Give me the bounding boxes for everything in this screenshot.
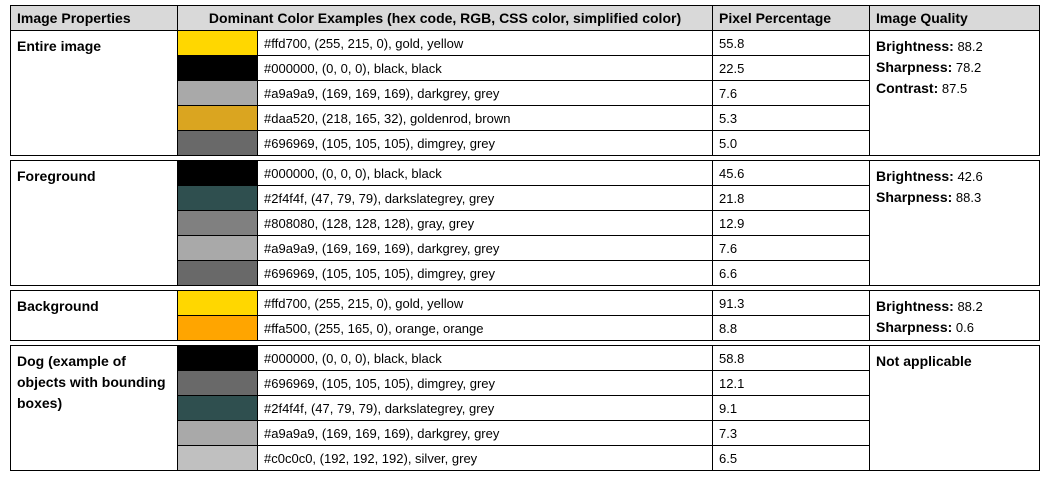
- color-description: #696969, (105, 105, 105), dimgrey, grey: [258, 371, 713, 396]
- color-swatch: [178, 446, 257, 470]
- color-swatch: [178, 81, 257, 105]
- header-pixel-percentage: Pixel Percentage: [713, 6, 870, 31]
- color-swatch-cell: [178, 371, 258, 396]
- color-swatch-cell: [178, 161, 258, 186]
- pixel-percentage: 7.6: [713, 236, 870, 261]
- color-swatch: [178, 396, 257, 420]
- color-description: #808080, (128, 128, 128), gray, grey: [258, 211, 713, 236]
- quality-value: 42.6: [957, 169, 983, 184]
- quality-label: Contrast:: [876, 80, 939, 96]
- table-body: [11, 31, 1040, 471]
- quality-metric: [876, 166, 1033, 187]
- quality-not-applicable: Not applicable: [876, 353, 972, 369]
- color-swatch-cell: [178, 421, 258, 446]
- pixel-percentage: 45.6: [713, 161, 870, 186]
- color-swatch-cell: [178, 396, 258, 421]
- color-description: #000000, (0, 0, 0), black, black: [258, 56, 713, 81]
- pixel-percentage: 5.3: [713, 106, 870, 131]
- color-description: #2f4f4f, (47, 79, 79), darkslategrey, grey: [258, 186, 713, 211]
- header-image-properties: Image Properties: [11, 6, 178, 31]
- quality-label: Brightness:: [876, 298, 954, 314]
- color-swatch-cell: [178, 236, 258, 261]
- table-row: [11, 291, 1040, 316]
- quality-metric: [876, 296, 1033, 317]
- pixel-percentage: 55.8: [713, 31, 870, 56]
- pixel-percentage: 5.0: [713, 131, 870, 156]
- color-description: #2f4f4f, (47, 79, 79), darkslategrey, grey: [258, 396, 713, 421]
- pixel-percentage: 7.3: [713, 421, 870, 446]
- color-description: #ffd700, (255, 215, 0), gold, yellow: [258, 31, 713, 56]
- quality-metric: [876, 187, 1033, 208]
- quality-label: Brightness:: [876, 168, 954, 184]
- quality-label: Sharpness:: [876, 319, 953, 335]
- property-name: Entire image: [11, 31, 178, 156]
- property-name: Foreground: [11, 161, 178, 286]
- image-quality-cell: [870, 31, 1040, 156]
- image-quality-cell: [870, 161, 1040, 286]
- pixel-percentage: 22.5: [713, 56, 870, 81]
- color-swatch-cell: [178, 56, 258, 81]
- color-swatch: [178, 31, 257, 55]
- quality-label: Brightness:: [876, 38, 954, 54]
- color-description: #daa520, (218, 165, 32), goldenrod, brown: [258, 106, 713, 131]
- color-swatch-cell: [178, 81, 258, 106]
- color-swatch-cell: [178, 446, 258, 471]
- quality-value: 87.5: [941, 81, 968, 96]
- color-description: #ffd700, (255, 215, 0), gold, yellow: [258, 291, 713, 316]
- property-name: Dog (example of objects with bounding boxes): [11, 346, 178, 471]
- quality-value: 88.3: [955, 190, 982, 205]
- pixel-percentage: 9.1: [713, 396, 870, 421]
- quality-value: 88.2: [957, 299, 983, 314]
- color-description: #a9a9a9, (169, 169, 169), darkgrey, grey: [258, 81, 713, 106]
- color-description: #000000, (0, 0, 0), black, black: [258, 161, 713, 186]
- table-row: [11, 161, 1040, 186]
- quality-metric: [876, 57, 1033, 78]
- color-swatch: [178, 316, 257, 340]
- pixel-percentage: 6.5: [713, 446, 870, 471]
- quality-metric: [876, 78, 1033, 99]
- table-row: [11, 31, 1040, 56]
- color-swatch-cell: [178, 31, 258, 56]
- color-swatch-cell: [178, 211, 258, 236]
- image-quality-cell: [870, 291, 1040, 341]
- color-swatch-cell: [178, 316, 258, 341]
- color-description: #ffa500, (255, 165, 0), orange, orange: [258, 316, 713, 341]
- quality-label: Sharpness:: [876, 59, 953, 75]
- quality-metric: [876, 36, 1033, 57]
- quality-label: Sharpness:: [876, 189, 953, 205]
- quality-value: 88.2: [957, 39, 983, 54]
- image-properties-table: [10, 5, 1040, 471]
- quality-metric: [876, 317, 1033, 338]
- pixel-percentage: 12.9: [713, 211, 870, 236]
- header-row: [11, 6, 1040, 31]
- color-description: #696969, (105, 105, 105), dimgrey, grey: [258, 131, 713, 156]
- pixel-percentage: 12.1: [713, 371, 870, 396]
- header-dominant-colors: Dominant Color Examples (hex code, RGB, CSS color, simplified color): [178, 6, 713, 31]
- color-description: #a9a9a9, (169, 169, 169), darkgrey, grey: [258, 236, 713, 261]
- color-swatch: [178, 291, 257, 315]
- header-image-quality: Image Quality: [870, 6, 1040, 31]
- color-swatch-cell: [178, 291, 258, 316]
- pixel-percentage: 21.8: [713, 186, 870, 211]
- color-swatch: [178, 186, 257, 210]
- quality-value: 78.2: [955, 60, 982, 75]
- color-description: #a9a9a9, (169, 169, 169), darkgrey, grey: [258, 421, 713, 446]
- color-swatch: [178, 421, 257, 445]
- color-description: #000000, (0, 0, 0), black, black: [258, 346, 713, 371]
- color-swatch-cell: [178, 131, 258, 156]
- color-description: #c0c0c0, (192, 192, 192), silver, grey: [258, 446, 713, 471]
- pixel-percentage: 8.8: [713, 316, 870, 341]
- color-swatch-cell: [178, 261, 258, 286]
- color-description: #696969, (105, 105, 105), dimgrey, grey: [258, 261, 713, 286]
- color-swatch: [178, 211, 257, 235]
- color-swatch: [178, 106, 257, 130]
- pixel-percentage: 91.3: [713, 291, 870, 316]
- pixel-percentage: 58.8: [713, 346, 870, 371]
- property-name: Background: [11, 291, 178, 341]
- color-swatch-cell: [178, 106, 258, 131]
- color-swatch: [178, 161, 257, 185]
- pixel-percentage: 7.6: [713, 81, 870, 106]
- color-swatch-cell: [178, 346, 258, 371]
- color-swatch: [178, 261, 257, 285]
- color-swatch-cell: [178, 186, 258, 211]
- color-swatch: [178, 56, 257, 80]
- table-row: [11, 346, 1040, 371]
- image-quality-cell: [870, 346, 1040, 471]
- color-swatch: [178, 371, 257, 395]
- color-swatch: [178, 236, 257, 260]
- color-swatch: [178, 131, 257, 155]
- pixel-percentage: 6.6: [713, 261, 870, 286]
- quality-value: 0.6: [955, 320, 974, 335]
- color-swatch: [178, 346, 257, 370]
